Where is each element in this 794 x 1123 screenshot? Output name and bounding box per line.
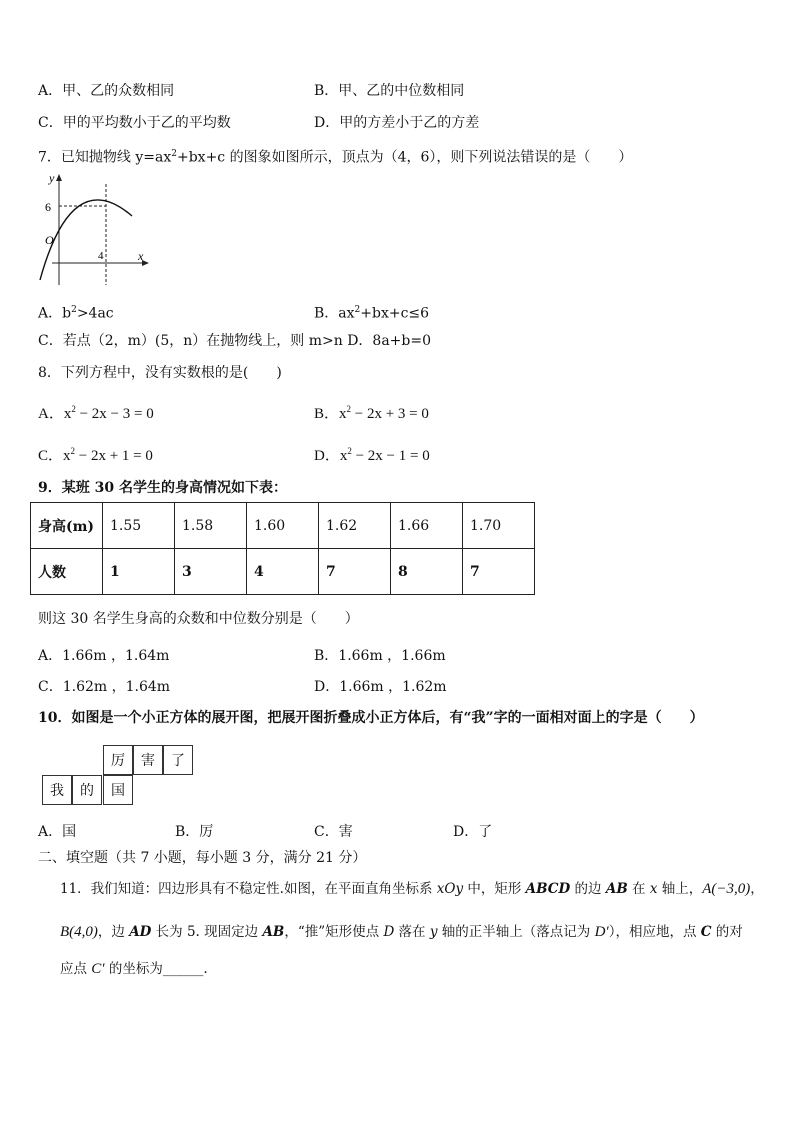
q8-option-c-eq-post: − 2x + 1 = 0	[75, 448, 153, 464]
q10-option-a: A．国	[38, 824, 77, 840]
q8-option-a-eq-sup: 2	[71, 404, 76, 414]
q8-option-a-eq-post: − 2x − 3 = 0	[75, 406, 154, 422]
net-cell-wo: 我	[42, 775, 72, 805]
q7-option-b-post: +bx+c≤6	[360, 305, 430, 322]
q11-line-2-text-5: 轴的正半轴上（落点记为	[437, 924, 595, 940]
q7-parabola-graph	[32, 170, 152, 290]
q11-line-2-text-4: 落在	[394, 924, 430, 940]
q7-stem	[38, 145, 632, 167]
q11-line-2-text-3: ，“推”矩形使点	[284, 924, 384, 940]
q11-line-3-text-1: 应点	[60, 961, 92, 977]
q7-option-a-post: >4ac	[76, 305, 114, 322]
q8-option-d-eq-pre: x	[339, 448, 348, 464]
q8-option-c-label: C．	[38, 448, 64, 464]
q11-d: D	[383, 924, 395, 940]
table-row	[31, 549, 535, 595]
table-cell: 1.62	[319, 503, 391, 549]
q11-line-2-text-1: ，边	[97, 924, 130, 940]
q11-point-b: B(4,0)	[60, 924, 98, 940]
q11-line-1-end: ，	[750, 881, 764, 897]
q11-point-a: A(−3,0)	[702, 881, 751, 897]
q9-height-table	[30, 502, 535, 595]
q11-abcd: ABCD	[525, 881, 571, 897]
net-cell-hai: 害	[133, 745, 163, 775]
q9-option-b: B．1.66m ，1.66m	[314, 648, 446, 664]
q11-line-2-text-6: ），相应地，点	[608, 924, 701, 940]
q7-stem-post: +bx+c 的图象如图所示，顶点为（4，6），则下列说法错误的是（ ）	[176, 149, 633, 166]
q11-line-1-text-2: 中，矩形	[463, 881, 526, 897]
table-cell: 1.58	[175, 503, 247, 549]
q11-line-1-text-3: 的边	[570, 881, 606, 897]
q6-option-b: B．甲、乙的中位数相同	[314, 83, 465, 99]
q7-option-a	[38, 301, 114, 323]
q8-option-a-eq-pre: x	[63, 406, 72, 422]
table-cell: 1.66	[391, 503, 463, 549]
q7-stem-sup: 2	[171, 149, 177, 159]
q7-options-c-d: C．若点（2，m）(5，n）在抛物线上，则 m>n D．8a+b=0	[38, 333, 432, 349]
q11-c: C	[700, 924, 712, 940]
q11-line-1-text-4: 在	[627, 881, 650, 897]
parabola-curve	[40, 200, 132, 280]
q11-line-2	[60, 923, 743, 941]
q8-option-b-eq-sup: 2	[346, 404, 352, 414]
table-cell: 4	[247, 549, 319, 595]
q8-option-c-eq-sup: 2	[70, 446, 76, 456]
q8-option-a-label: A．	[38, 406, 64, 422]
q8-stem: 8．下列方程中，没有实数根的是( )	[38, 365, 282, 381]
table-row	[31, 503, 535, 549]
q6-option-a: A．甲、乙的众数相同	[38, 83, 175, 99]
q11-c-prime: C′	[91, 961, 105, 977]
q11-line-3-end: .	[203, 961, 208, 977]
x-label: x	[138, 249, 144, 263]
x-tick-4: 4	[98, 250, 104, 262]
net-cell-guo: 国	[103, 775, 133, 805]
q7-option-b-sup: 2	[354, 305, 361, 315]
q8-option-d-eq-sup: 2	[347, 446, 352, 456]
net-cell-de: 的	[72, 775, 102, 805]
y-label: y	[49, 171, 55, 185]
q8-option-d-eq-post: − 2x − 1 = 0	[351, 448, 430, 464]
table-cell: 3	[175, 549, 247, 595]
table-cell: 1.70	[463, 503, 535, 549]
table-cell: 7	[319, 549, 391, 595]
q8-option-b-eq-post: − 2x + 3 = 0	[351, 406, 429, 422]
q11-line-3	[60, 960, 208, 978]
q9-stem: 9．某班 30 名学生的身高情况如下表：	[38, 480, 287, 496]
q7-option-a-sup: 2	[71, 305, 77, 315]
q11-xoy: xOy	[436, 881, 464, 897]
q7-option-b-pre: B．ax	[314, 305, 355, 322]
table-head-height: 身高(m)	[31, 503, 103, 549]
q10-option-c: C．害	[314, 824, 353, 840]
q11-y: y	[429, 924, 438, 940]
q8-option-c	[38, 442, 153, 465]
net-cell-li: 厉	[103, 745, 133, 775]
table-cell: 1.60	[247, 503, 319, 549]
y-axis-arrow	[56, 174, 62, 181]
q9-option-c: C．1.62m ，1.64m	[38, 679, 171, 695]
q9-option-d: D．1.66m ，1.62m	[314, 679, 447, 695]
q9-question: 则这 30 名学生身高的众数和中位数分别是（ ）	[38, 611, 359, 627]
q6-option-c: C．甲的平均数小于乙的平均数	[38, 115, 231, 131]
table-cell: 1.55	[103, 503, 175, 549]
q11-ad: AD	[129, 924, 152, 940]
q7-stem-pre: 7．已知抛物线 y=ax	[38, 149, 172, 166]
q10-option-b: B．厉	[175, 824, 214, 840]
q10-stem: 10．如图是一个小正方体的展开图，把展开图折叠成小正方体后，有“我”字的一面相对面上的字是（ ）	[38, 710, 704, 726]
q10-option-d: D．了	[453, 824, 493, 840]
q7-option-a-pre: A．b	[38, 305, 72, 322]
table-head-count: 人数	[31, 549, 103, 595]
q8-option-d	[314, 442, 430, 465]
net-cell-le: 了	[163, 745, 193, 775]
table-cell: 1	[103, 549, 175, 595]
table-cell: 8	[391, 549, 463, 595]
q7-option-b	[314, 301, 429, 323]
y-tick-6: 6	[45, 200, 51, 214]
q11-line-2-text-7: 的对	[711, 924, 743, 940]
q11-ab: AB	[605, 881, 628, 897]
q8-option-b-eq-pre: x	[339, 406, 347, 422]
q11-x: x	[649, 881, 658, 897]
q11-d-prime: D′	[594, 924, 609, 940]
q11-line-1	[60, 880, 764, 898]
q11-ab-2: AB	[262, 924, 285, 940]
q8-option-c-eq-pre: x	[63, 448, 71, 464]
q11-answer-blank: ______	[162, 961, 204, 977]
q11-line-3-text-2: 的坐标为	[104, 961, 163, 977]
q8-option-a	[38, 400, 154, 423]
origin-label: O	[45, 233, 54, 247]
section-2-title: 二、填空题（共 7 小题，每小题 3 分，满分 21 分）	[38, 850, 367, 866]
q8-option-b	[314, 400, 429, 423]
q6-option-d: D．甲的方差小于乙的方差	[314, 115, 480, 131]
q11-line-2-text-2: 长为 5. 现固定边	[151, 924, 263, 940]
q8-option-b-label: B．	[314, 406, 340, 422]
q8-option-d-label: D．	[314, 448, 340, 464]
q11-line-1-text-5: 轴上，	[657, 881, 703, 897]
q9-option-a: A．1.66m ，1.64m	[38, 648, 170, 664]
q11-line-1-text-1: 11．我们知道：四边形具有不稳定性.如图，在平面直角坐标系	[60, 881, 437, 897]
table-cell: 7	[463, 549, 535, 595]
